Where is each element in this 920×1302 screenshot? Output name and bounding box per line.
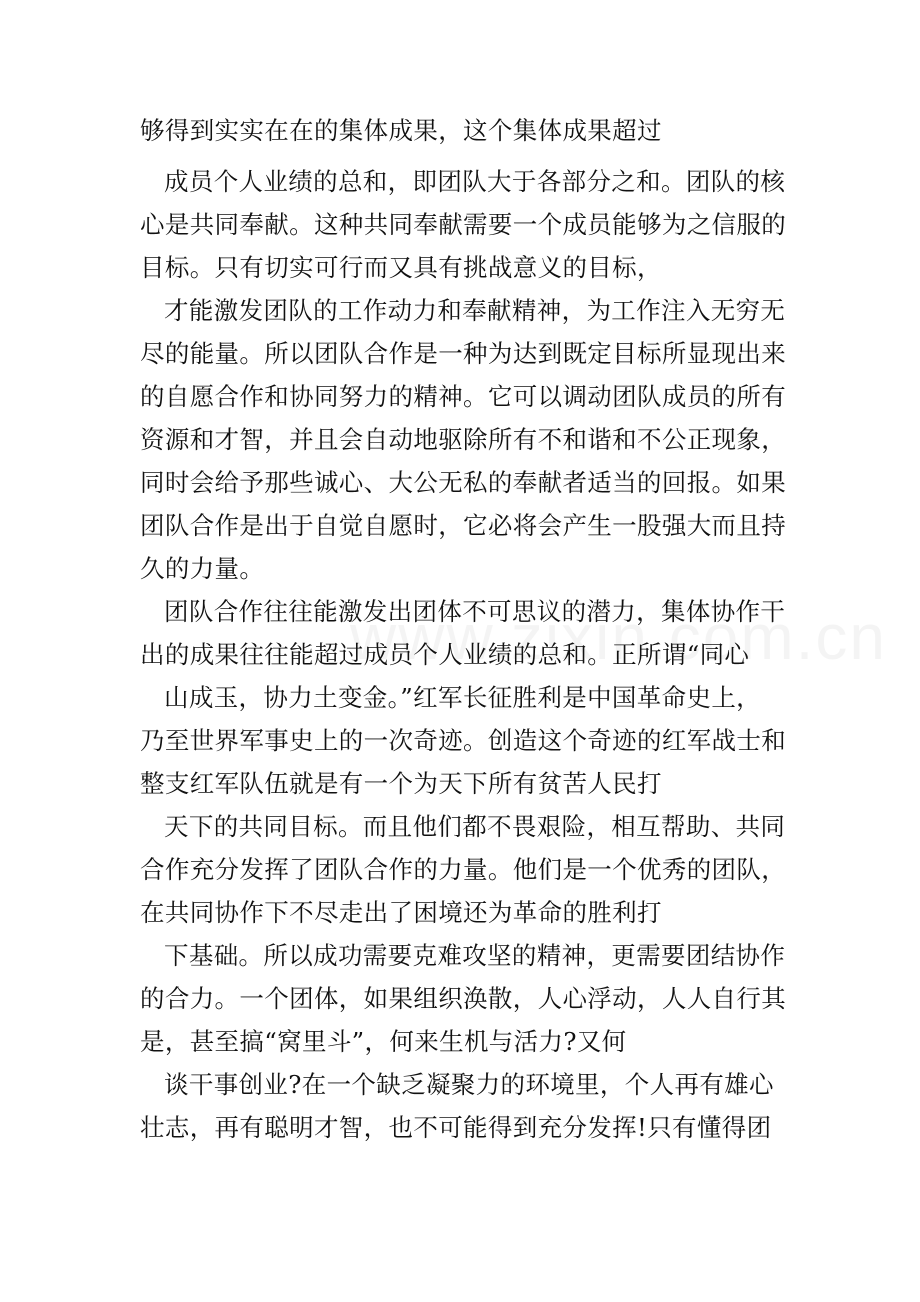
text-line: 乃至世界军事史上的一次奇迹。创造这个奇迹的红军战士和 xyxy=(140,726,787,755)
text-line: 够得到实实在在的集体成果，这个集体成果超过 xyxy=(140,116,662,145)
text-line: 的自愿合作和协同努力的精神。它可以调动团队成员的所有 xyxy=(140,382,787,411)
text-line: 的合力。一个团体，如果组织涣散，人心浮动，人人自行其 xyxy=(140,984,787,1013)
text-line: 在共同协作下不尽走出了困境还为革命的胜利打 xyxy=(140,898,662,927)
text-line: 尽的能量。所以团队合作是一种为达到既定目标所显现出来 xyxy=(140,339,787,368)
text-line: 心是共同奉献。这种共同奉献需要一个成员能够为之信服的 xyxy=(140,210,787,239)
text-line: 整支红军队伍就是有一个为天下所有贫苦人民打 xyxy=(140,769,662,798)
text-line: 才能激发团队的工作动力和奉献精神，为工作注入无穷无 xyxy=(164,296,786,325)
text-line: 目标。只有切实可行而又具有挑战意义的目标， xyxy=(140,253,662,282)
text-line: 合作充分发挥了团队合作的力量。他们是一个优秀的团队， xyxy=(140,855,787,884)
text-line: 下基础。所以成功需要克难攻坚的精神，更需要团结协作 xyxy=(164,941,786,970)
text-line: 资源和才智，并且会自动地驱除所有不和谐和不公正现象， xyxy=(140,425,787,454)
text-line: 团队合作是出于自觉自愿时，它必将会产生一股强大而且持 xyxy=(140,511,787,540)
text-line: 团队合作往往能激发出团体不可思议的潜力，集体协作干 xyxy=(164,597,786,626)
text-line: 天下的共同目标。而且他们都不畏艰险，相互帮助、共同 xyxy=(164,812,786,841)
text-line: 同时会给予那些诚心、大公无私的奉献者适当的回报。如果 xyxy=(140,468,787,497)
text-line: 谈干事创业?在一个缺乏凝聚力的环境里，个人再有雄心 xyxy=(164,1070,774,1099)
text-line: 成员个人业绩的总和，即团队大于各部分之和。团队的核 xyxy=(164,167,786,196)
text-line: 山成玉，协力土变金。”红军长征胜利是中国革命史上， xyxy=(164,683,762,712)
text-line: 壮志，再有聪明才智，也不可能得到充分发挥!只有懂得团 xyxy=(140,1113,772,1142)
text-line: 久的力量。 xyxy=(140,554,265,583)
text-line: 出的成果往往能超过成员个人业绩的总和。正所谓“同心 xyxy=(140,640,750,669)
text-line: 是，甚至搞“窝里斗”，何来生机与活力?又何 xyxy=(140,1027,627,1056)
